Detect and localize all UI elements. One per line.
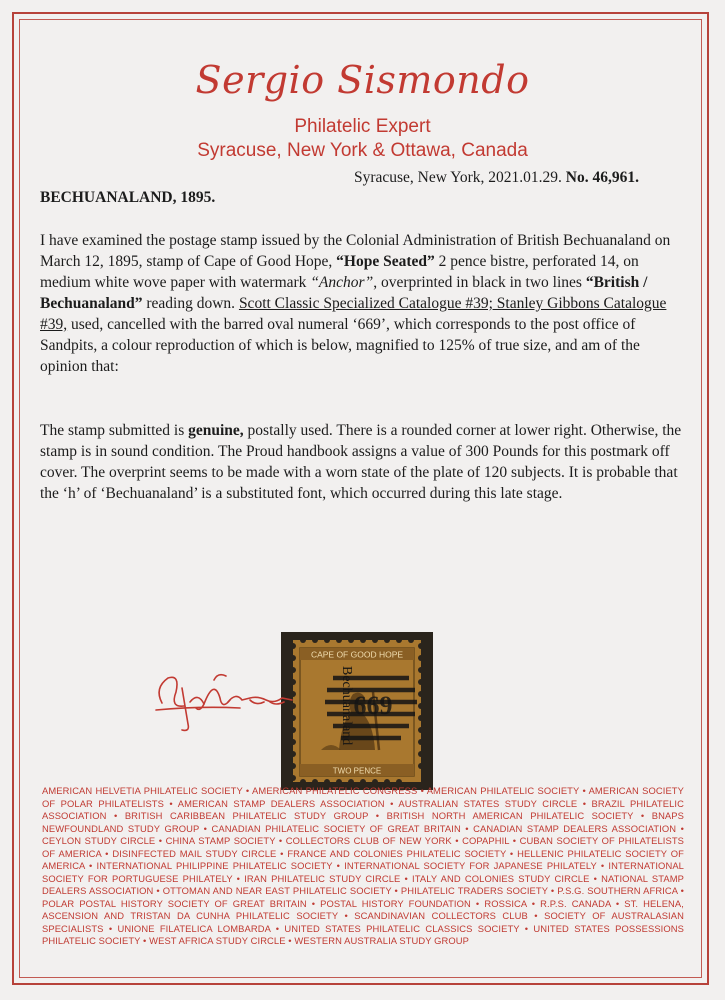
certificate-number: No. 46,961. bbox=[565, 169, 639, 186]
p2-verdict: genuine, bbox=[188, 422, 244, 439]
p1-text-1: I have examined the postage stamp issued by the Colonial Administration of British Bechuanaland on March 12, 1895, stamp of Cape of Good Hope, bbox=[40, 232, 671, 270]
place-date: Syracuse, New York, 2021.01.29. bbox=[353, 169, 562, 186]
stamp-overprint: Bechuanaland bbox=[339, 666, 354, 746]
society-memberships: AMERICAN HELVETIA PHILATELIC SOCIETY • AMERICAN PHILATELIC CONGRESS • AMERICAN PHILATELIC SOCIETY • AMERICAN SOCIETY OF POLAR PHILATELISTS • AMERICAN STAMP DEALERS ASSOCIATION • AUSTRALIAN STATES STUDY CIRCLE • BRAZIL PHILATELIC ASSOCIATION • BRITISH CARIBBEAN PHILATELIC STUDY GROUP • BRITISH NORTH AMERICAN PHILATELIC SOCIETY • BNAPS NEWFOUNDLAND STUDY GROUP • CANADIAN PHILATELIC SOCIETY OF GREAT BRITAIN • CANADIAN STAMP DEALERS ASSOCIATION • CEYLON STUDY CIRCLE • CHINA STAMP SOCIETY • COLLECTORS CLUB OF NEW YORK • COPAPHIL • CUBAN SOCIETY OF PHILATELISTS OF AMERICA • DISINFECTED MAIL STUDY CIRCLE • FRANCE AND COLONIES PHILATELIC SOCIETY • HELLENIC PHILATELIC SOCIETY OF AMERICA • INTERNATIONAL PHILIPPINE PHILATELIC SOCIETY • INTERNATIONAL SOCIETY FOR JAPANESE PHILATELY • INTERNATIONAL SOCIETY FOR PORTUGUESE PHILATELY • IRAN PHILATELIC STUDY CIRCLE • ITALY AND COLONIES STUDY CIRCLE • NATIONAL STAMP DEALERS ASSOCIATION • OTTOMAN AND NEAR EAST PHILATELIC SOCIETY • PHILATELIC TRADERS SOCIETY • P.S.G. SOUTHERN AFRICA • POLAR POSTAL HISTORY SOCIETY OF GREAT BRITAIN • POSTAL HISTORY FOUNDATION • ROSSICA • R.P.S. CANADA • ST. HELENA, ASCENSION AND TRISTAN DA CUNHA PHILATELIC SOCIETY • SCANDINAVIAN COLLECTORS CLUB • SOCIETY OF AUSTRALASIAN SPECIALISTS • UNIONE FILATELICA LOMBARDA • UNITED STATES PHILATELIC CLASSICS SOCIETY • UNITED STATES POSSESSIONS PHILATELIC SOCIETY • WEST AFRICA STUDY CIRCLE • WESTERN AUSTRALIA STUDY GROUP bbox=[42, 785, 684, 946]
stamp-top-text: CAPE OF GOOD HOPE bbox=[310, 649, 404, 660]
stamp-cancel-numeral: 669 bbox=[353, 691, 393, 720]
p1-text-3: , overprinted in black in two lines bbox=[373, 274, 586, 291]
examination-paragraph bbox=[40, 230, 690, 377]
expert-signature bbox=[140, 648, 310, 748]
opinion-paragraph bbox=[40, 420, 690, 504]
country-heading: BECHUANALAND, 1895. bbox=[40, 189, 216, 206]
p2-text-1: The stamp submitted is bbox=[40, 422, 189, 439]
certificate-dateline bbox=[354, 169, 639, 187]
p1-catalogue-refs: Scott Classic Specialized Catalogue #39; Stanley Gibbons Catalogue #39, bbox=[40, 295, 667, 333]
p1-text-5: used, cancelled with the barred oval numeral ‘669’, which corresponds to the post office of Sandpits, a colour reproduction of which is below, magnified to 125% of true size, and am of the opinion that: bbox=[40, 316, 640, 375]
expert-location: Syracuse, New York & Ottawa, Canada bbox=[197, 140, 528, 161]
stamp-bottom-text: TWO PENCE bbox=[332, 766, 382, 776]
p1-watermark: “Anchor” bbox=[310, 274, 374, 291]
p1-overprint: “British / Bechuanaland” bbox=[40, 274, 648, 312]
p2-text-2: postally used. There is a rounded corner at lower right. Otherwise, the stamp is in sound condition. The Proud handbook assigns a value of 300 Pounds for this postmark off cover. The overprint seems to be made with a worn state of the plate of 120 subjects. It is probable that the ‘h’ of ‘Bechuanaland’ is a substituted font, which occurred during this late stage. bbox=[40, 422, 682, 502]
expert-name: Sergio Sismondo bbox=[195, 58, 530, 102]
p1-stamp-design: “Hope Seated” bbox=[336, 253, 435, 270]
expert-title: Philatelic Expert bbox=[294, 116, 431, 137]
p1-text-2: 2 pence bistre, perforated 14, on medium white wove paper with watermark bbox=[40, 253, 639, 291]
p1-text-4: reading down. bbox=[142, 295, 239, 312]
